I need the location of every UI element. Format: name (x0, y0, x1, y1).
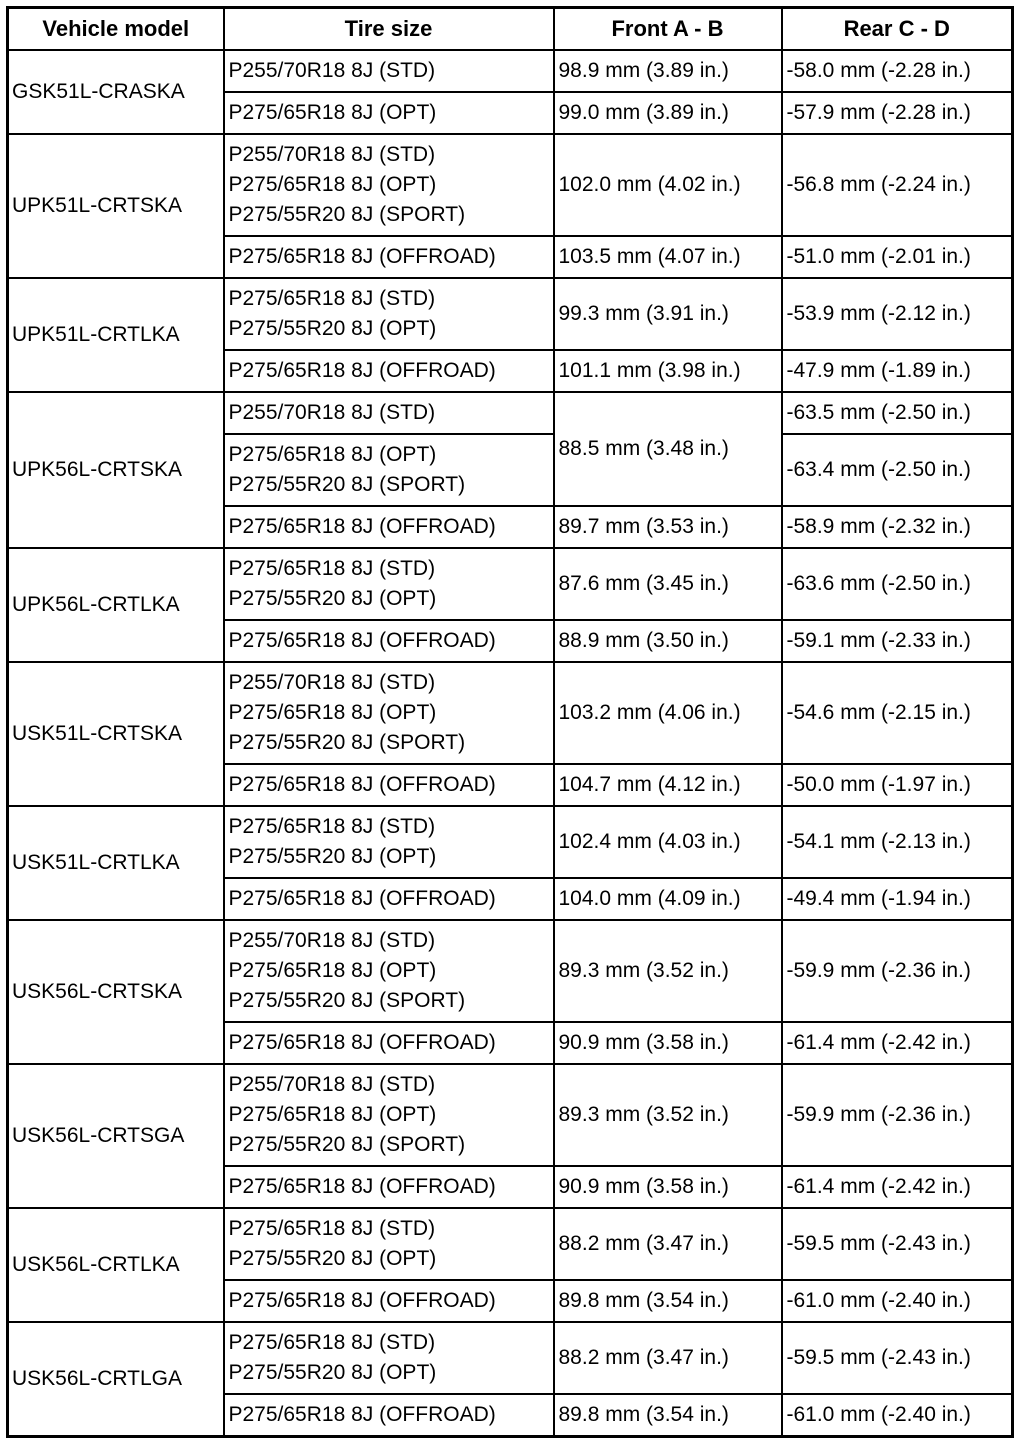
vehicle-model-cell: UPK56L-CRTLKA (8, 548, 224, 662)
front-value-cell: 101.1 mm (3.98 in.) (554, 350, 782, 392)
rear-value-cell: -54.6 mm (-2.15 in.) (782, 662, 1013, 764)
rear-value-cell: -61.4 mm (-2.42 in.) (782, 1166, 1013, 1208)
rear-value-cell: -53.9 mm (-2.12 in.) (782, 278, 1013, 350)
vehicle-model-cell: USK51L-CRTSKA (8, 662, 224, 806)
vehicle-model-cell: UPK51L-CRTSKA (8, 134, 224, 278)
rear-value-cell: -54.1 mm (-2.13 in.) (782, 806, 1013, 878)
vehicle-model-cell: UPK56L-CRTSKA (8, 392, 224, 548)
tire-size-cell: P255/70R18 8J (STD) (224, 392, 554, 434)
table-row (8, 548, 1013, 620)
front-value-cell: 88.5 mm (3.48 in.) (554, 392, 782, 506)
rear-value-cell: -49.4 mm (-1.94 in.) (782, 878, 1013, 920)
rear-value-cell: -61.4 mm (-2.42 in.) (782, 1022, 1013, 1064)
rear-value-cell: -57.9 mm (-2.28 in.) (782, 92, 1013, 134)
tire-size-cell: P255/70R18 8J (STD) (224, 50, 554, 92)
rear-value-cell: -59.5 mm (-2.43 in.) (782, 1208, 1013, 1280)
tire-size-cell: P275/65R18 8J (STD) P275/55R20 8J (OPT) (224, 548, 554, 620)
tire-size-cell: P275/65R18 8J (OFFROAD) (224, 878, 554, 920)
vehicle-model-cell: GSK51L-CRASKA (8, 50, 224, 134)
rear-value-cell: -61.0 mm (-2.40 in.) (782, 1394, 1013, 1436)
rear-value-cell: -59.9 mm (-2.36 in.) (782, 1064, 1013, 1166)
tire-size-cell: P275/65R18 8J (OFFROAD) (224, 764, 554, 806)
front-value-cell: 88.9 mm (3.50 in.) (554, 620, 782, 662)
vehicle-model-cell: USK56L-CRTLKA (8, 1208, 224, 1322)
front-value-cell: 99.3 mm (3.91 in.) (554, 278, 782, 350)
front-value-cell: 102.4 mm (4.03 in.) (554, 806, 782, 878)
rear-value-cell: -61.0 mm (-2.40 in.) (782, 1280, 1013, 1322)
tire-size-cell: P275/65R18 8J (OFFROAD) (224, 1394, 554, 1436)
table-row (8, 920, 1013, 1022)
front-value-cell: 103.5 mm (4.07 in.) (554, 236, 782, 278)
table-row (8, 50, 1013, 92)
table-row (8, 1208, 1013, 1280)
table-row (8, 806, 1013, 878)
tire-size-cell: P255/70R18 8J (STD) P275/65R18 8J (OPT) P275/55R20 8J (SPORT) (224, 134, 554, 236)
tire-size-cell: P275/65R18 8J (OFFROAD) (224, 350, 554, 392)
vehicle-model-cell: UPK51L-CRTLKA (8, 278, 224, 392)
tire-size-cell: P275/65R18 8J (STD) P275/55R20 8J (OPT) (224, 1208, 554, 1280)
front-value-cell: 89.3 mm (3.52 in.) (554, 1064, 782, 1166)
front-value-cell: 89.8 mm (3.54 in.) (554, 1280, 782, 1322)
rear-value-cell: -59.5 mm (-2.43 in.) (782, 1322, 1013, 1394)
tire-size-cell: P255/70R18 8J (STD) P275/65R18 8J (OPT) P275/55R20 8J (SPORT) (224, 1064, 554, 1166)
rear-value-cell: -63.4 mm (-2.50 in.) (782, 434, 1013, 506)
rear-value-cell: -56.8 mm (-2.24 in.) (782, 134, 1013, 236)
wheel-offset-spec-table (6, 6, 1014, 1438)
front-value-cell: 88.2 mm (3.47 in.) (554, 1322, 782, 1394)
tire-size-cell: P255/70R18 8J (STD) P275/65R18 8J (OPT) P275/55R20 8J (SPORT) (224, 662, 554, 764)
table-row (8, 662, 1013, 764)
front-value-cell: 88.2 mm (3.47 in.) (554, 1208, 782, 1280)
front-value-cell: 87.6 mm (3.45 in.) (554, 548, 782, 620)
front-value-cell: 104.0 mm (4.09 in.) (554, 878, 782, 920)
front-value-cell: 89.3 mm (3.52 in.) (554, 920, 782, 1022)
front-value-cell: 103.2 mm (4.06 in.) (554, 662, 782, 764)
table-row (8, 1322, 1013, 1394)
tire-size-cell: P275/65R18 8J (OPT) (224, 92, 554, 134)
vehicle-model-cell: USK56L-CRTLGA (8, 1322, 224, 1436)
front-value-cell: 104.7 mm (4.12 in.) (554, 764, 782, 806)
rear-value-cell: -63.6 mm (-2.50 in.) (782, 548, 1013, 620)
front-value-cell: 89.8 mm (3.54 in.) (554, 1394, 782, 1436)
rear-value-cell: -59.9 mm (-2.36 in.) (782, 920, 1013, 1022)
header-row (8, 8, 1013, 51)
tire-size-cell: P255/70R18 8J (STD) P275/65R18 8J (OPT) P275/55R20 8J (SPORT) (224, 920, 554, 1022)
tire-size-cell: P275/65R18 8J (STD) P275/55R20 8J (OPT) (224, 806, 554, 878)
header-tire-size: Tire size (224, 8, 554, 51)
rear-value-cell: -59.1 mm (-2.33 in.) (782, 620, 1013, 662)
vehicle-model-cell: USK56L-CRTSKA (8, 920, 224, 1064)
rear-value-cell: -50.0 mm (-1.97 in.) (782, 764, 1013, 806)
table-row (8, 134, 1013, 236)
table-row (8, 278, 1013, 350)
tire-size-cell: P275/65R18 8J (OPT) P275/55R20 8J (SPORT) (224, 434, 554, 506)
front-value-cell: 90.9 mm (3.58 in.) (554, 1022, 782, 1064)
tire-size-cell: P275/65R18 8J (STD) P275/55R20 8J (OPT) (224, 278, 554, 350)
rear-value-cell: -47.9 mm (-1.89 in.) (782, 350, 1013, 392)
rear-value-cell: -58.0 mm (-2.28 in.) (782, 50, 1013, 92)
header-front-a-b: Front A - B (554, 8, 782, 51)
vehicle-model-cell: USK56L-CRTSGA (8, 1064, 224, 1208)
tire-size-cell: P275/65R18 8J (OFFROAD) (224, 236, 554, 278)
header-rear-c-d: Rear C - D (782, 8, 1013, 51)
front-value-cell: 89.7 mm (3.53 in.) (554, 506, 782, 548)
tire-size-cell: P275/65R18 8J (STD) P275/55R20 8J (OPT) (224, 1322, 554, 1394)
tire-size-cell: P275/65R18 8J (OFFROAD) (224, 1022, 554, 1064)
table-row (8, 1064, 1013, 1166)
front-value-cell: 98.9 mm (3.89 in.) (554, 50, 782, 92)
tire-size-cell: P275/65R18 8J (OFFROAD) (224, 506, 554, 548)
header-vehicle-model: Vehicle model (8, 8, 224, 51)
front-value-cell: 90.9 mm (3.58 in.) (554, 1166, 782, 1208)
tire-size-cell: P275/65R18 8J (OFFROAD) (224, 620, 554, 662)
table-row (8, 392, 1013, 434)
vehicle-model-cell: USK51L-CRTLKA (8, 806, 224, 920)
tire-size-cell: P275/65R18 8J (OFFROAD) (224, 1166, 554, 1208)
rear-value-cell: -58.9 mm (-2.32 in.) (782, 506, 1013, 548)
rear-value-cell: -51.0 mm (-2.01 in.) (782, 236, 1013, 278)
front-value-cell: 102.0 mm (4.02 in.) (554, 134, 782, 236)
rear-value-cell: -63.5 mm (-2.50 in.) (782, 392, 1013, 434)
tire-size-cell: P275/65R18 8J (OFFROAD) (224, 1280, 554, 1322)
front-value-cell: 99.0 mm (3.89 in.) (554, 92, 782, 134)
